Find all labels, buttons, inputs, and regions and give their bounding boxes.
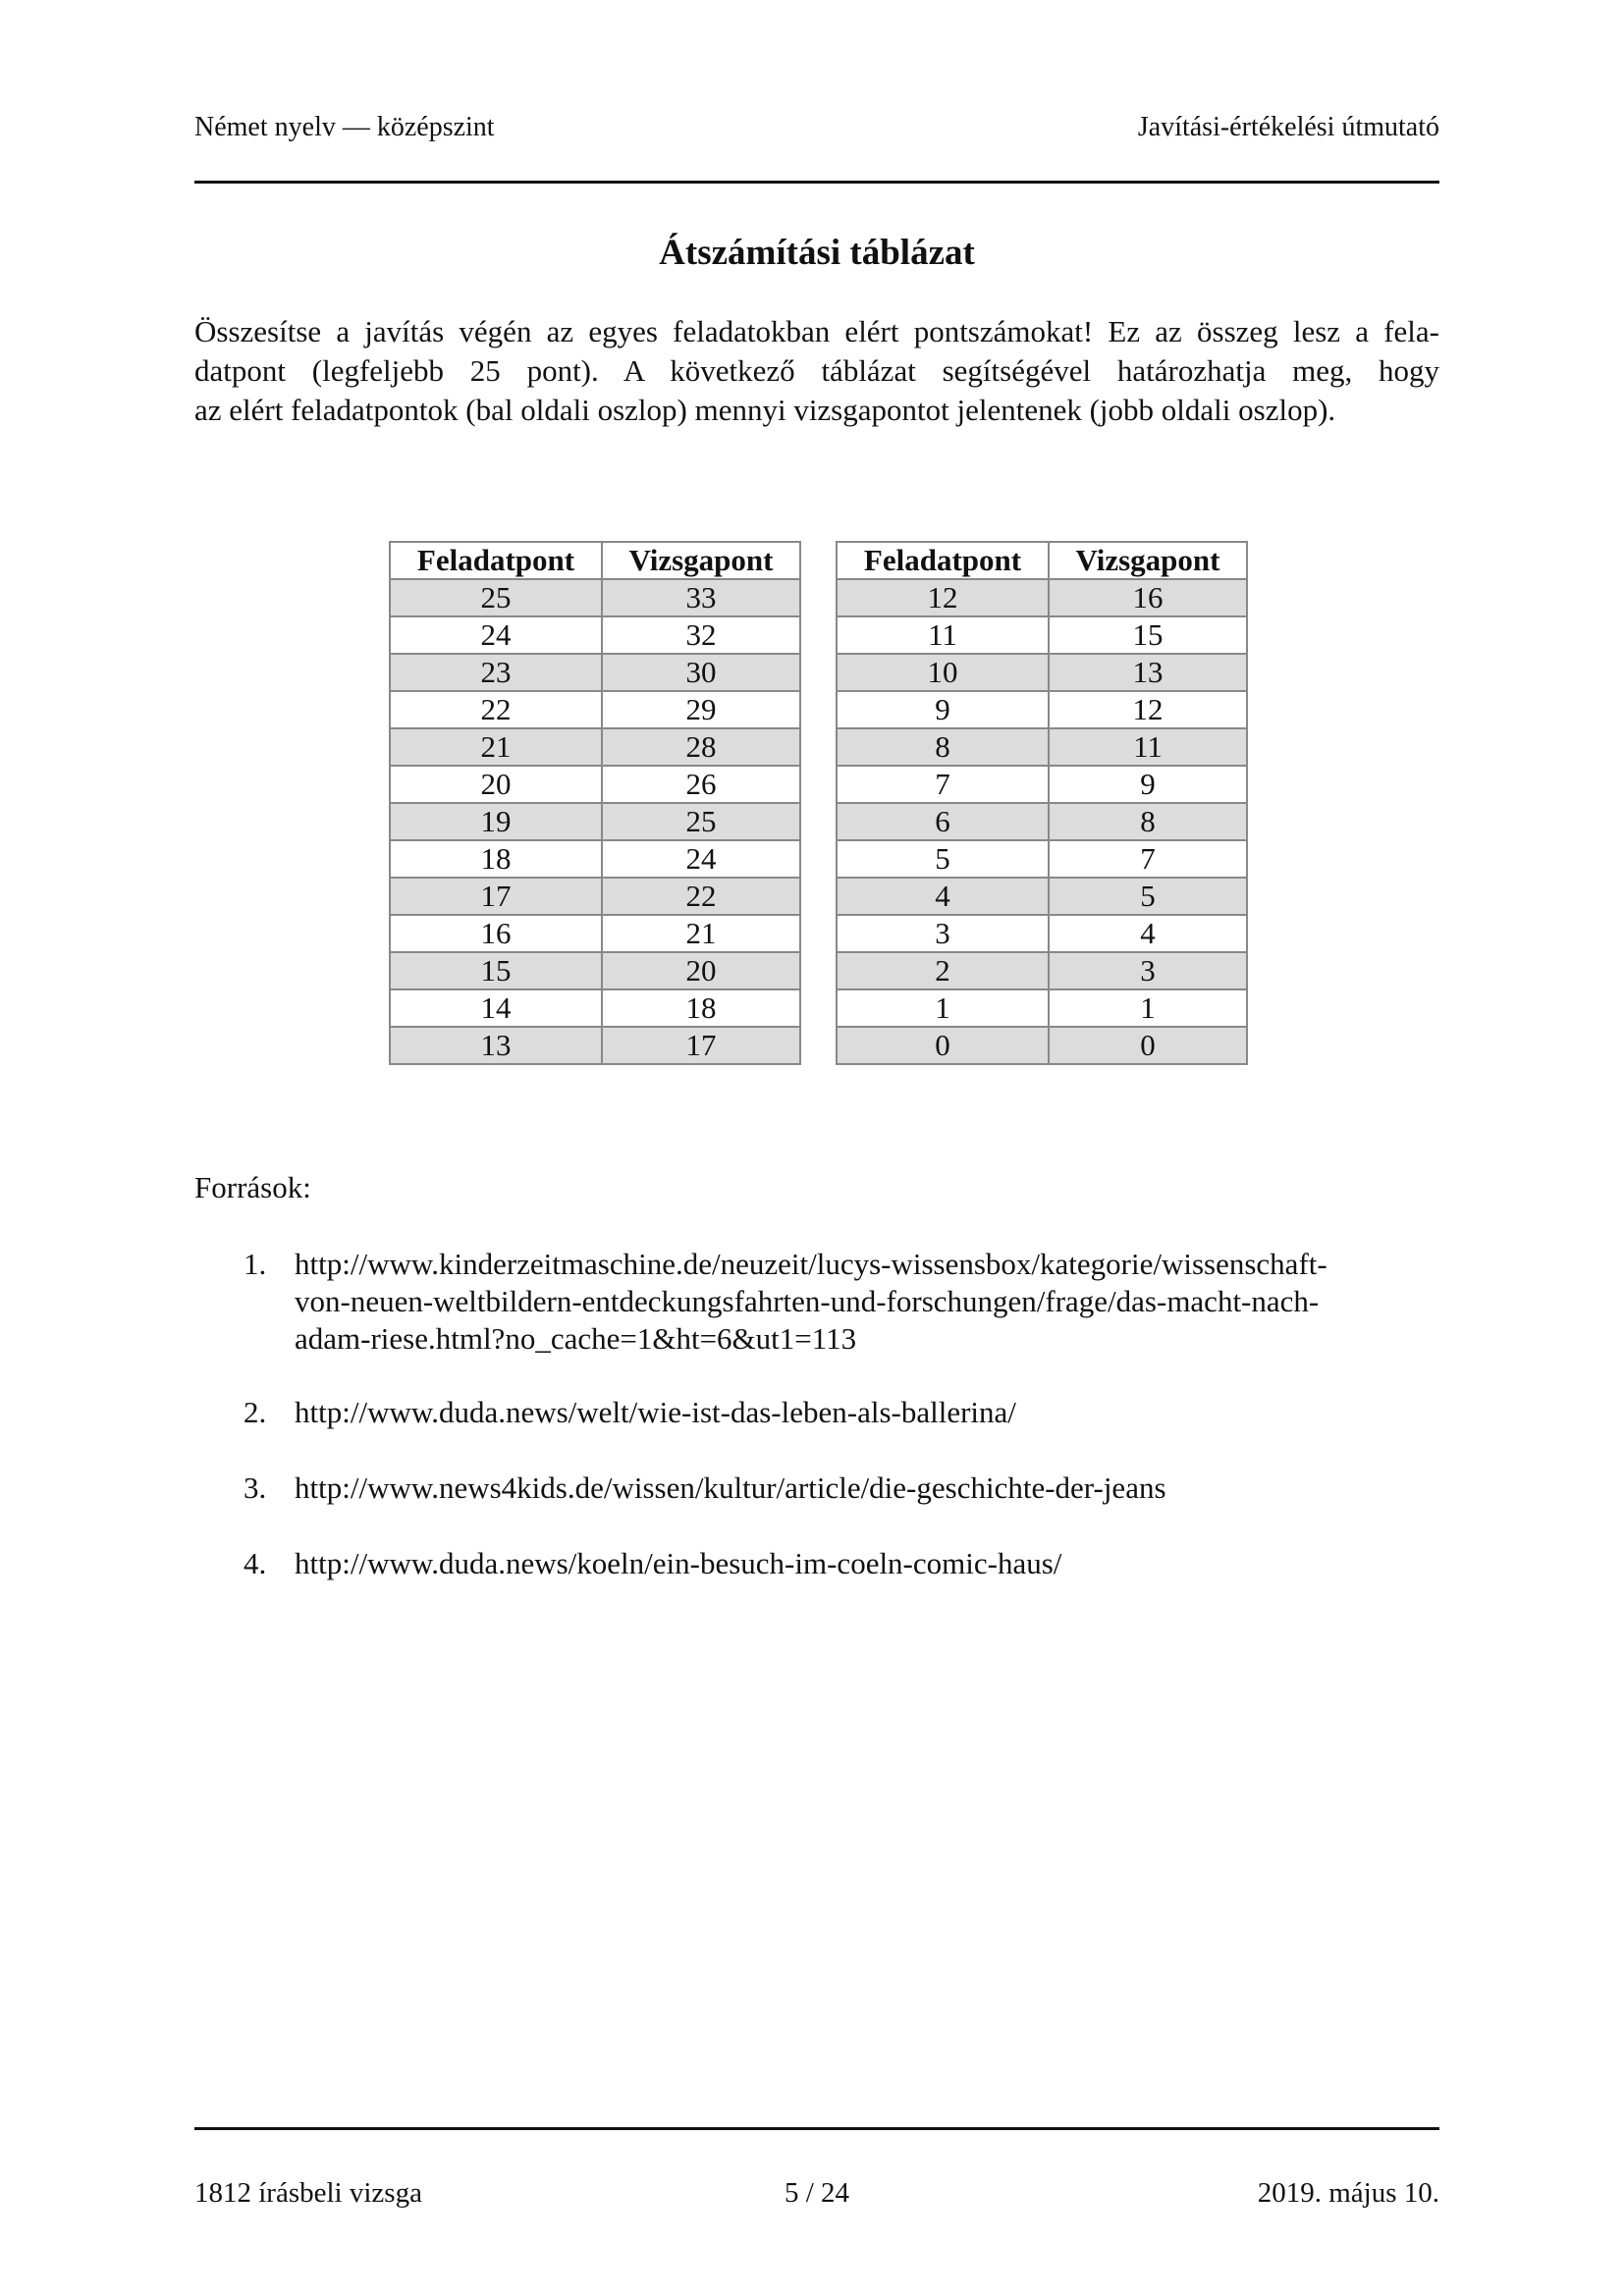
source-line: http://www.news4kids.de/wissen/kultur/article/die-geschichte-der-jeans [295,1470,1166,1505]
cell-vizsgapont: 18 [602,989,800,1027]
cell-vizsgapont: 32 [602,616,800,654]
cell-vizsgapont: 15 [1049,616,1247,654]
conversion-table-right [836,541,1248,1065]
table-row [390,766,800,803]
cell-feladatpont: 25 [390,579,602,616]
table-row [837,1027,1247,1064]
source-link[interactable] [295,1545,1424,1582]
cell-feladatpont: 14 [390,989,602,1027]
intro-paragraph [194,312,1439,430]
table-row [837,915,1247,952]
cell-vizsgapont: 13 [1049,654,1247,691]
source-link[interactable] [295,1469,1424,1507]
cell-feladatpont: 19 [390,803,602,840]
source-number: 2. [244,1395,267,1429]
cell-feladatpont: 18 [390,840,602,878]
cell-vizsgapont: 21 [602,915,800,952]
column-header-feladatpont: Feladatpont [837,542,1049,579]
cell-feladatpont: 0 [837,1027,1049,1064]
source-number: 3. [244,1470,267,1505]
source-link[interactable] [295,1394,1424,1431]
source-number: 1. [244,1247,267,1281]
cell-vizsgapont: 28 [602,728,800,766]
table-row [837,728,1247,766]
table-row [390,579,800,616]
column-header-vizsgapont: Vizsgapont [602,542,800,579]
footer-exam-id: 1812 írásbeli vizsga [194,2177,422,2209]
cell-feladatpont: 16 [390,915,602,952]
cell-vizsgapont: 8 [1049,803,1247,840]
cell-vizsgapont: 1 [1049,989,1247,1027]
table-row [390,840,800,878]
source-line: von-neuen-weltbildern-entdeckungsfahrten-und-forschungen/frage/das-macht-nach- [295,1284,1320,1318]
table-header-row [837,542,1247,579]
cell-feladatpont: 7 [837,766,1049,803]
cell-vizsgapont: 22 [602,878,800,915]
table-row [837,803,1247,840]
table-row [390,654,800,691]
cell-vizsgapont: 12 [1049,691,1247,728]
page-header [194,108,1439,147]
cell-feladatpont: 24 [390,616,602,654]
footer-divider [194,2127,1439,2130]
column-header-feladatpont: Feladatpont [390,542,602,579]
cell-feladatpont: 2 [837,952,1049,989]
cell-feladatpont: 15 [390,952,602,989]
cell-feladatpont: 10 [837,654,1049,691]
intro-line-2: datpont (legfeljebb 25 pont). A következő táblázat segítségével határozhatja meg, hogy [194,353,1439,388]
cell-feladatpont: 21 [390,728,602,766]
table-row [390,728,800,766]
cell-feladatpont: 12 [837,579,1049,616]
table-row [837,654,1247,691]
sources-heading: Források: [194,1170,311,1204]
table-row [837,952,1247,989]
table-row [837,766,1247,803]
source-line: http://www.kinderzeitmaschine.de/neuzeit/lucys-wissensbox/kategorie/wissenschaft- [295,1247,1327,1281]
cell-vizsgapont: 26 [602,766,800,803]
table-row [390,915,800,952]
cell-vizsgapont: 20 [602,952,800,989]
table-row [837,840,1247,878]
cell-vizsgapont: 11 [1049,728,1247,766]
cell-vizsgapont: 17 [602,1027,800,1064]
page-title: Átszámítási táblázat [659,233,975,273]
cell-feladatpont: 11 [837,616,1049,654]
cell-vizsgapont: 25 [602,803,800,840]
footer-page-number: 5 / 24 [784,2177,850,2209]
cell-feladatpont: 20 [390,766,602,803]
conversion-table-left [389,541,801,1065]
cell-feladatpont: 8 [837,728,1049,766]
cell-vizsgapont: 16 [1049,579,1247,616]
cell-feladatpont: 5 [837,840,1049,878]
cell-feladatpont: 3 [837,915,1049,952]
table-row [390,989,800,1027]
column-header-vizsgapont: Vizsgapont [1049,542,1247,579]
cell-vizsgapont: 9 [1049,766,1247,803]
table-row [837,878,1247,915]
cell-vizsgapont: 4 [1049,915,1247,952]
cell-feladatpont: 1 [837,989,1049,1027]
header-subject: Német nyelv — középszint [194,112,495,142]
table-row [837,989,1247,1027]
cell-feladatpont: 23 [390,654,602,691]
cell-vizsgapont: 33 [602,579,800,616]
cell-vizsgapont: 3 [1049,952,1247,989]
cell-vizsgapont: 7 [1049,840,1247,878]
cell-feladatpont: 9 [837,691,1049,728]
table-header-row [390,542,800,579]
cell-vizsgapont: 5 [1049,878,1247,915]
table-row [390,803,800,840]
header-divider [194,181,1439,184]
source-line: http://www.duda.news/welt/wie-ist-das-leben-als-ballerina/ [295,1395,1016,1429]
cell-vizsgapont: 29 [602,691,800,728]
source-number: 4. [244,1546,267,1580]
table-row [837,616,1247,654]
cell-feladatpont: 6 [837,803,1049,840]
cell-feladatpont: 13 [390,1027,602,1064]
intro-line-1: Összesítse a javítás végén az egyes feladatokban elért pontszámokat! Ez az összeg lesz a fela- [194,314,1439,348]
source-line: adam-riese.html?no_cache=1&ht=6&ut1=113 [295,1321,857,1356]
table-row [390,616,800,654]
cell-vizsgapont: 24 [602,840,800,878]
table-row [837,691,1247,728]
table-row [390,691,800,728]
cell-feladatpont: 17 [390,878,602,915]
table-row [837,579,1247,616]
table-row [390,878,800,915]
footer-date: 2019. május 10. [1257,2177,1439,2209]
header-doc-type: Javítási-értékelési útmutató [1137,112,1439,142]
cell-feladatpont: 4 [837,878,1049,915]
source-line: http://www.duda.news/koeln/ein-besuch-im-coeln-comic-haus/ [295,1546,1062,1580]
cell-vizsgapont: 0 [1049,1027,1247,1064]
source-link[interactable] [295,1246,1424,1358]
intro-line-3: az elért feladatpontok (bal oldali oszlop) mennyi vizsgapontot jelentenek (jobb oldali oszlop). [194,393,1336,427]
table-row [390,1027,800,1064]
cell-vizsgapont: 30 [602,654,800,691]
cell-feladatpont: 22 [390,691,602,728]
table-row [390,952,800,989]
page-footer [194,2173,1439,2213]
